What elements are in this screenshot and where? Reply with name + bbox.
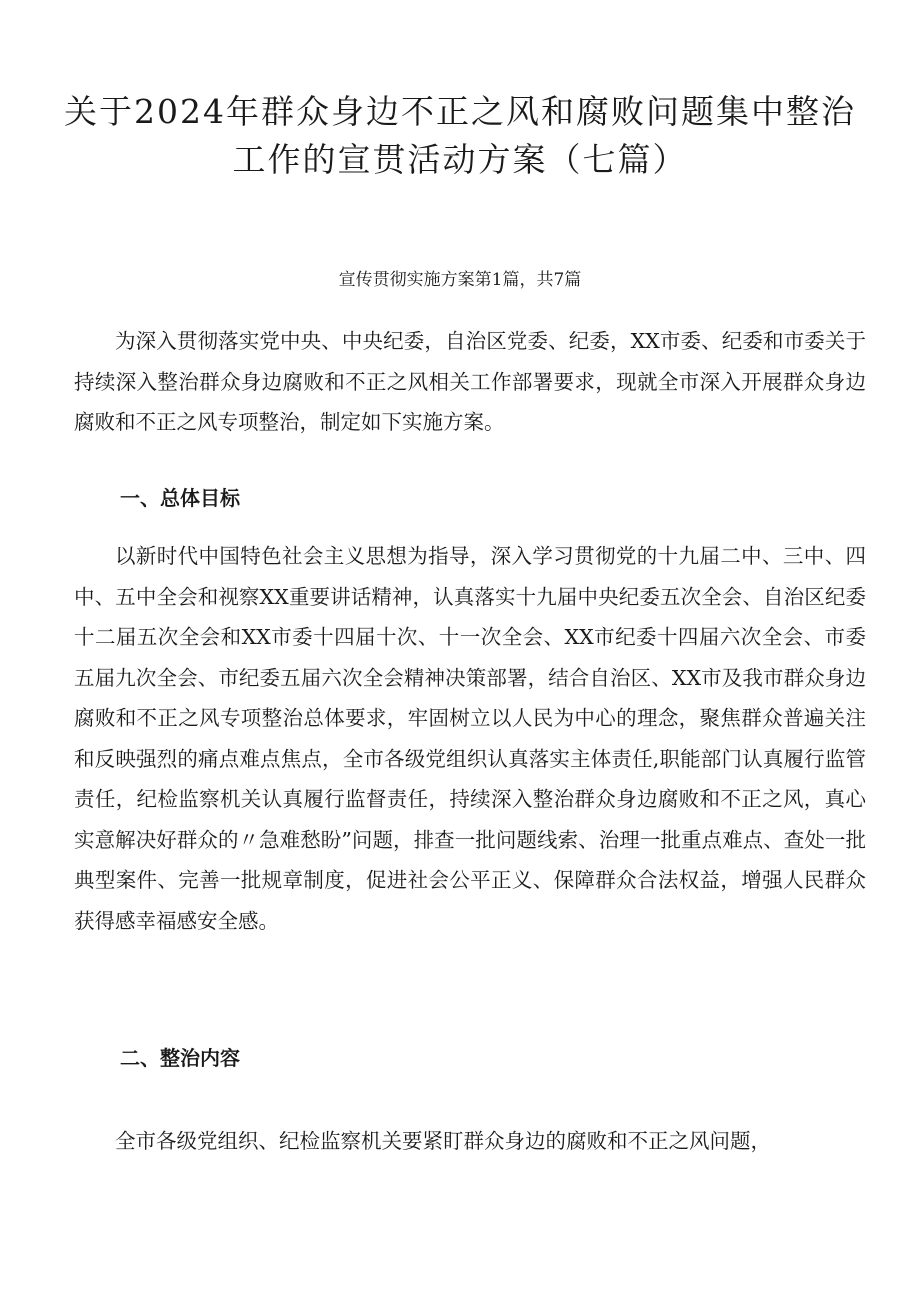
document-subtitle: 宣传贯彻实施方案第1篇，共7篇 <box>338 270 582 290</box>
paragraph-goals: 以新时代中国特色社会主义思想为指导，深入学习贯彻党的十九届二中、三中、四中、五中全会和视察XX重要讲话精神，认真落实十九届中央纪委五次全会、自治区纪委十二届五次全会和XX市委十四届十次、十一次全会、XX市纪委十四届六次全会、市委五届九次全会、市纪委五届六次全会精神决策部署，结合自治区、XX市及我市群众身边腐败和不正之风专项整治总体要求，牢固树立以人民为中心的理念，聚焦群众普遍关注和反映强烈的痛点难点焦点，全市各级党组织认真落实主体责任,职能部门认真履行监管责任，纪检监察机关认真履行监督责任，持续深入整治群众身边腐败和不正之风，真心实意解决好群众的〃急难愁盼”问题，排查一批问题线索、治理一批重点难点、查处一批典型案件、完善一批规章制度，促进社会公平正义、保障群众合法权益，增强人民群众获得感幸福感安全感。 <box>74 544 866 933</box>
paragraph-content: 全市各级党组织、纪检监察机关要紧盯群众身边的腐败和不正之风问题， <box>115 1129 771 1153</box>
document-title: 关于2024年群众身边不正之风和腐败问题集中整治工作的宣贯活动方案（七篇） <box>64 92 856 179</box>
paragraph-intro: 为深入贯彻落实党中央、中央纪委，自治区党委、纪委，XX市委、纪委和市委关于持续深入整治群众身边腐败和不正之风相关工作部署要求，现就全市深入开展群众身边腐败和不正之风专项整治，制定如下实施方案。 <box>74 329 866 434</box>
section-heading-content: 二、整治内容 <box>120 1046 240 1070</box>
section-heading-goals: 一、总体目标 <box>120 486 240 510</box>
